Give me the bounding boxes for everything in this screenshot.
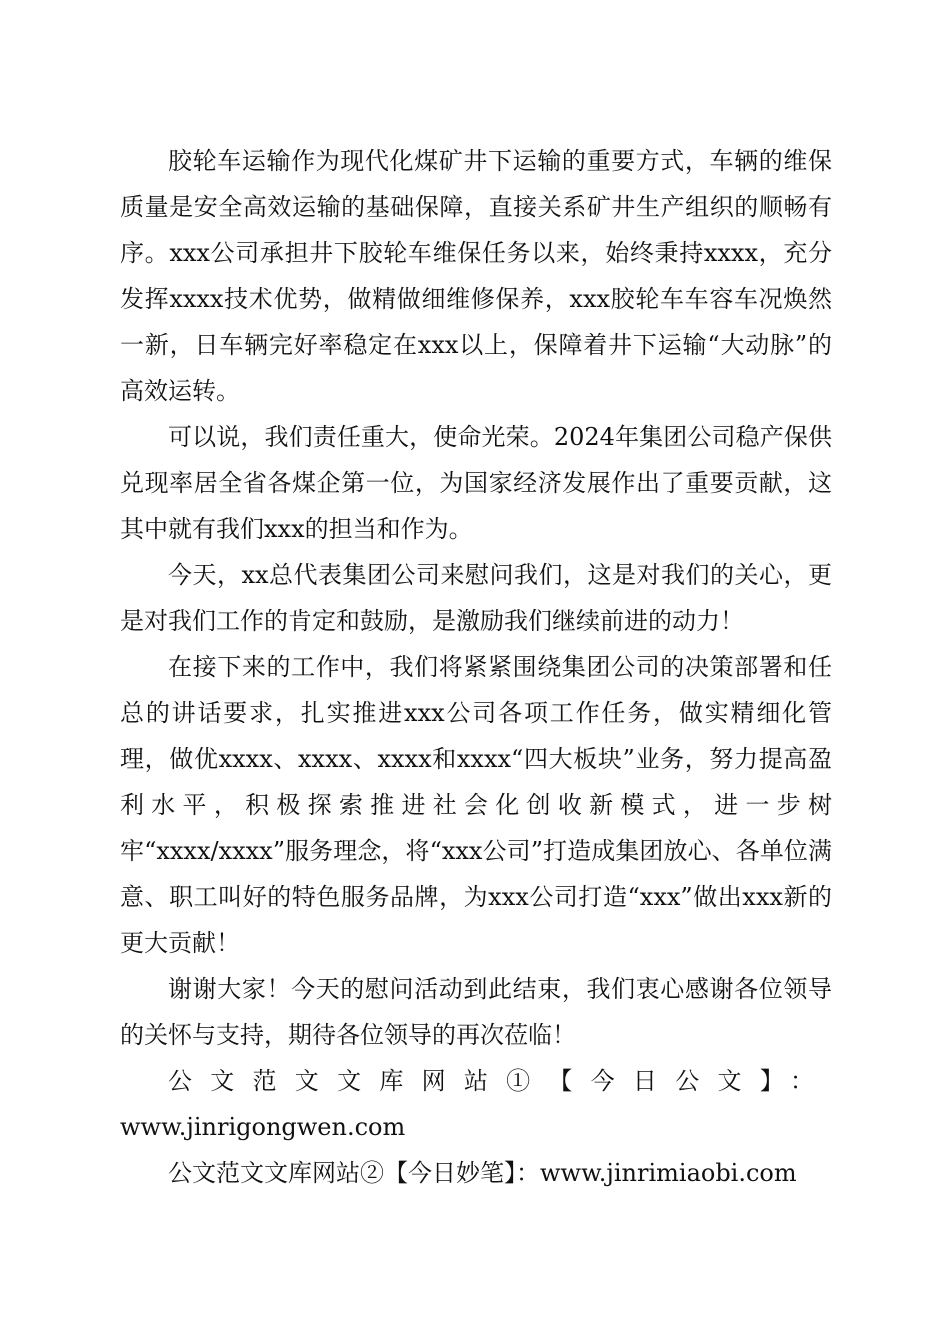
paragraph-3: 今天，xx总代表集团公司来慰问我们，这是对我们的关心，更是对我们工作的肯定和鼓励，是激励我们继续前进的动力！ — [120, 561, 832, 635]
website-1-label: 公文范文文库网站①【今日公文】： — [168, 1067, 832, 1095]
paragraph-5: 谢谢大家！今天的慰问活动到此结束，我们衷心感谢各位领导的关怀与支持，期待各位领导的再次莅临！ — [120, 975, 832, 1049]
paragraph-4: 在接下来的工作中，我们将紧紧围绕集团公司的决策部署和任总的讲话要求，扎实推进xxx公司各项工作任务，做实精细化管理，做优xxxx、xxxx、xxxx和xxxx“四大板块”业务，努力提高盈利水平，积极探索推进社会化创收新模式，进一步树牢“xxxx/xxxx”服务理念，将“xxx公司”打造成集团放心、各单位满意、职工叫好的特色服务品牌，为xxx公司打造“xxx”做出xxx新的更大贡献！ — [120, 653, 832, 957]
website-1-line — [120, 1058, 832, 1150]
document-body — [120, 138, 832, 1196]
paragraph-2: 可以说，我们责任重大，使命光荣。2024年集团公司稳产保供兑现率居全省各煤企第一位，为国家经济发展作出了重要贡献，这其中就有我们xxx的担当和作为。 — [120, 423, 832, 543]
website-2-line: 公文范文文库网站②【今日妙笔】：www.jinrimiaobi.com — [168, 1159, 797, 1187]
paragraph-1: 胶轮车运输作为现代化煤矿井下运输的重要方式，车辆的维保质量是安全高效运输的基础保障，直接关系矿井生产组织的顺畅有序。xxx公司承担井下胶轮车维保任务以来，始终秉持xxxx，充分发挥xxxx技术优势，做精做细维修保养，xxx胶轮车车容车况焕然一新，日车辆完好率稳定在xxx以上，保障着井下运输“大动脉”的高效运转。 — [120, 147, 832, 405]
website-1-url[interactable]: www.jinrigongwen.com — [120, 1113, 406, 1141]
